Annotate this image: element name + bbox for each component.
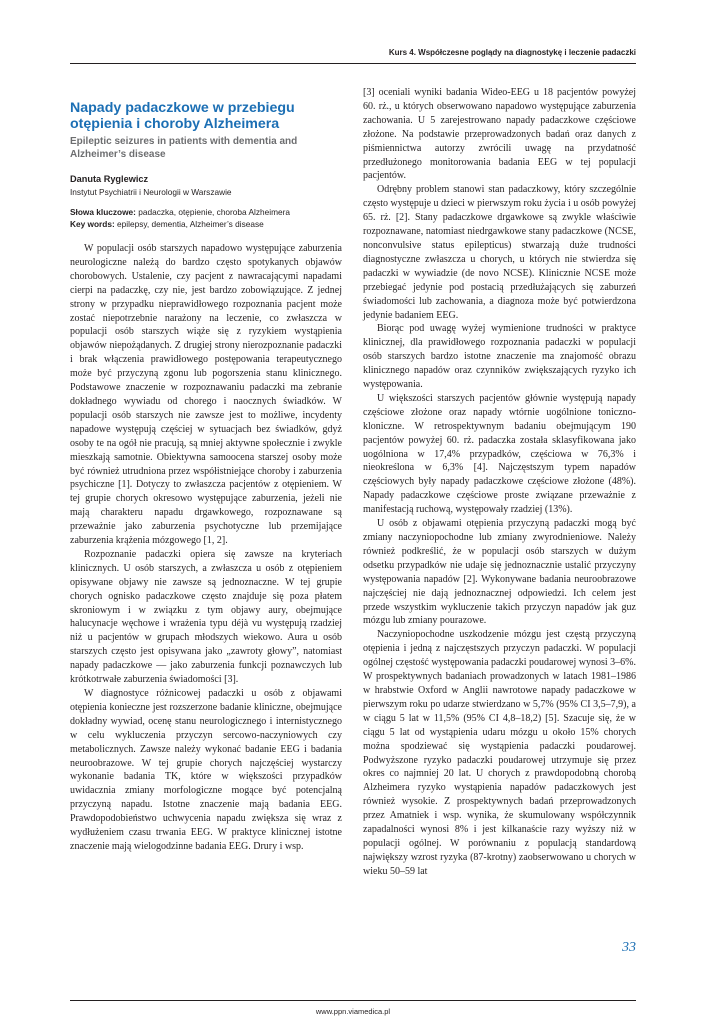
paragraph: U większości starszych pacjentów głównie występują napady częściowe złożone oraz napady wtórnie uogólnione toniczno-kloniczne. W retrospektywnym badaniu obejmującym 190 pacjentów powyżej 60. rż. padaczka została sklasyfikowana jako uogólniona w 17,4% przypadków, częściowa w 76,3% i nieokreślona w 6,3% [4]. Najczęstszym typem napadów częściowych były napady padaczkowe częściowe złożone (48%). Napady padaczkowe częściowe proste związane przeważnie z manifestacją ruchową, występowały rzadziej (13%).	[363, 392, 636, 516]
right-column	[363, 86, 636, 879]
paragraph: W diagnostyce różnicowej padaczki u osób z objawami otępienia konieczne jest rozszerzone badanie kliniczne, obejmujące dokładny wywiad, ocenę stanu neurologicznego i internistycznego w celu wykluczenia przyczyn sercowo-naczyniowych czy metabolicznych. Zawsze należy wykonać badanie EEG i badania neuroobrazowe. W tej grupie chorych najczęściej wystarczy wykonanie badania TK, które w większości przypadków uwidacznia zmiany morfologiczne mogące być potencjalną przyczyną napadu. Istotne znaczenie mają badania EEG. Prawdopodobieństwo uchwycenia napadu zwiększa się wraz z wydłużeniem czasu trwania EEG. W praktyce klinicznej istotne znaczenie mają wielogodzinne badania EEG. Drury i wsp.	[70, 688, 342, 852]
keywords-en-label: Key words:	[70, 219, 115, 229]
page-number: 33	[622, 940, 636, 955]
author-name: Danuta Ryglewicz	[70, 174, 149, 184]
footer-rule	[70, 1000, 636, 1001]
paragraph: W populacji osób starszych napadowo występujące zaburzenia neurologiczne należą do bardzo często spotykanych objawów chorobowych. Ustalenie, czy pacjent z nawracającymi napadami cierpi na padaczkę, czy nie, jest bardzo zobowiązujące. Z jednej strony w przypadku nieprawidłowego rozpoznania pacjent może zostać niepotrzebnie narażony na leczenie, co zwłaszcza w populacji osób starszych wiąże się z ryzykiem wystąpienia objawów niepożądanych. Z drugiej strony nierozpoznanie padaczki i brak włączenia prawidłowego postępowania terapeutycznego może być przyczyną zgonu lub pogorszenia stanu klinicznego. Podstawowe znaczenie w rozpoznawaniu padaczki ma zebranie dokładnego wywiadu od chorego i naocznych świadków. W populacji osób starszych nie zawsze jest to możliwe, incydenty napadowe występują częściej w sytuacjach bez świadków, gdyż osoby te na ogół nie pracują, są mniej aktywne społecznie i zwykle mieszkają samotnie. Obiektywna samoocena starszej osoby może być również utrudniona przez współistniejące choroby i zaburzenia psychiczne [1]. Dotyczy to zwłaszcza pacjentów z otępieniem. W tej grupie chorych okresowo występujące zaburzenia, jeżeli nie mają charakteru napadu drgawkowego, rozpoznawane są przeważnie jako zaburzenia psychotyczne lub przemijające zaburzenia krążenia mózgowego [1, 2].	[70, 243, 342, 547]
paragraph: Biorąc pod uwagę wyżej wymienione trudności w praktyce klinicznej, dla prawidłowego rozpoznania padaczki w populacji osób starszych bardzo istotne znaczenie ma znajomość obrazu klinicznego napadów oraz czynników zwiększających ryzyko ich występowania.	[363, 323, 636, 391]
keywords-en-text: epilepsy, dementia, Alzheimer’s disease	[117, 219, 264, 229]
paragraph: U osób z objawami otępienia przyczyną padaczki mogą być zmiany naczyniopochodne lub zmiany zwyrodnieniowe. Należy również podkreślić, że w populacji osób starszych w dużym odsetku przypadków nie udaje się jednoznacznie ustalić przyczyny występowania napadów [2]. Wykonywane badania neuroobrazowe najczęściej nie dają jednoznacznej odpowiedzi. Ich celem jest przede wszystkim wykluczenie takich przyczyn napadów jak guz mózgu lub zmiany pourazowe.	[363, 518, 636, 627]
left-body	[70, 242, 342, 854]
keywords-pl-text: padaczka, otępienie, choroba Alzheimera	[138, 207, 290, 217]
keywords-pl-label: Słowa kluczowe:	[70, 207, 136, 217]
keywords-en	[70, 218, 342, 230]
author-affiliation: Instytut Psychiatrii i Neurologii w Warszawie	[70, 187, 232, 197]
header-rule	[70, 63, 636, 64]
running-head: Kurs 4. Współczesne poglądy na diagnostykę i leczenie padaczki	[388, 48, 636, 57]
paragraph: Rozpoznanie padaczki opiera się zawsze na kryteriach klinicznych. U osób starszych, a zwłaszcza u osób z otępieniem opisywane objawy nie zawsze są jednoznaczne. W tej grupie chorych ognisko padaczkowe często znajduje się poza płatem skroniowym i w związku z tym objawy aury, obejmujące halucynacje węchowe i wrażenia typu déjà vu występują rzadziej niż u pacjentów w grupach młodszych wiekowo. Aura u osób starszych często jest opisywana jako „zawroty głowy”, natomiast napady padaczkowe — jako zaburzenia funkcji poznawczych lub krótkotrwałe zaburzenia świadomości [3].	[70, 548, 342, 686]
paragraph: Odrębny problem stanowi stan padaczkowy, który szczególnie często występuje u dzieci w pierwszym roku życia i u osób powyżej 65. rż. [2]. Stany padaczkowe drgawkowe są zwykle właściwie rozpoznawane, natomiast niedrgawkowe stany padaczkowe (NCSE, nonconvulsive status epilepticus) stwarzają duże trudności diagnostyczne zwłaszcza u chorych, u których nie stwierdza się padaczki w wywiadzie (de novo NCSE). Klinicznie NCSE może przebiegać jedynie pod postacią przedłużających się zaburzeń świadomości lub zachowania, a diagnoza może być potwierdzona jedynie badaniem EEG.	[363, 184, 636, 321]
left-column	[70, 86, 342, 854]
footer-url[interactable]: www.ppn.viamedica.pl	[315, 1007, 391, 1016]
article-subtitle: Epileptic seizures in patients with dementia and Alzheimer’s disease	[70, 136, 298, 160]
paragraph: Naczyniopochodne uszkodzenie mózgu jest częstą przyczyną otępienia i jedną z najczęstszych przyczyn padaczki. W populacji ogólnej częstość występowania padaczki poudarowej wynosi 3–6%. W prospektywnych badaniach prowadzonych w latach 1981–1986 w hrabstwie Oxford w Anglii nawrotowe napady padaczkowe w pierwszym roku po udarze stwierdzano w 5,7% (95% CI 3,5–7,9), a w ciągu 5 lat w 11,5% (95% CI 4,8–18,2) [5]. Szacuje się, że w ciągu 5 lat od wystąpienia udaru mózgu u około 15% chorych można spodziewać się wystąpienia padaczki poudarowej. Podwyższone ryzyko padaczki poudarowej utrzymuje się przez okres co najmniej 20 lat. U chorych z prawdopodobną chorobą Alzheimera ryzyko wystąpienia napadów padaczkowych jest również wysokie. Z prospektywnych badań przeprowadzonych przez Amatniek i wsp. wynika, że skumulowany współczynnik zapadalności wynosi 8% i jest kilkanaście razy wyższy niż w populacji ogólnej. W porównaniu z populacją standardową największy wzrost ryzyka (87-krotny) zaobserwowano u chorych w wieku 50–59 lat	[363, 629, 636, 877]
paragraph: [3] oceniali wyniki badania Wideo-EEG u 18 pacjentów powyżej 60. rż., u których obserwowano napadowo występujące zaburzenia zachowania. U 5 zarejestrowano napady padaczkowe częściowe złożone. Na podstawie przeprowadzonych badań oraz danych z piśmiennictwa autorzy zwrócili uwagę na przydatność przedłużonego monitorowania badania EEG w tej populacji pacjentów.	[363, 87, 636, 182]
article-title: Napady padaczkowe w przebiegu otępienia i choroby Alzheimera	[70, 100, 295, 132]
keywords-pl	[70, 206, 342, 218]
